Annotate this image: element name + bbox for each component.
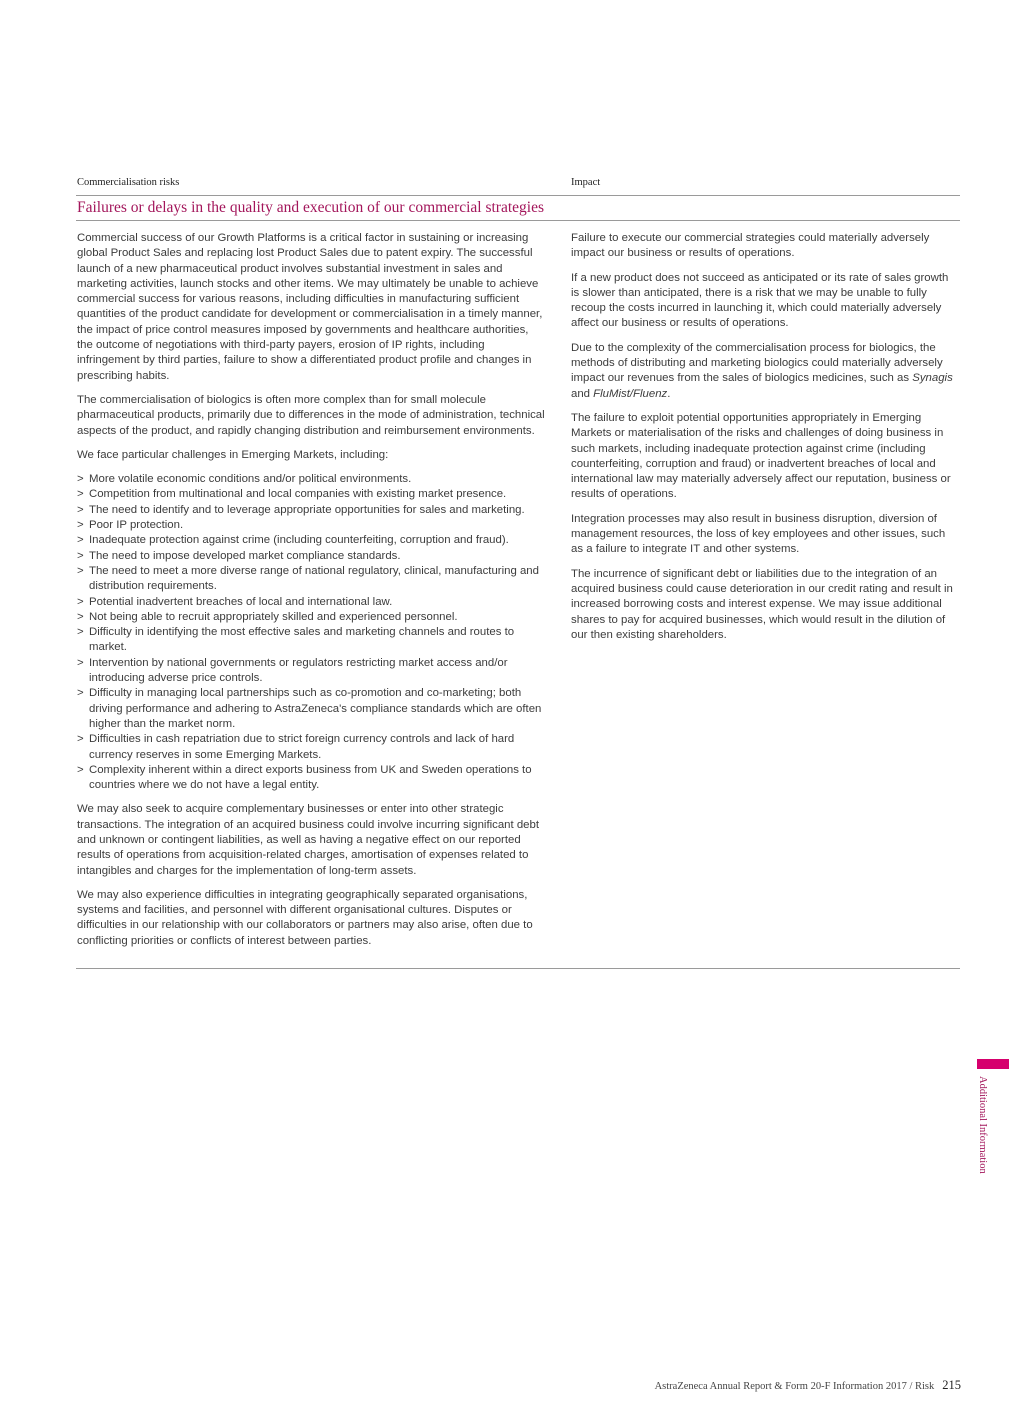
impact-text: . <box>667 387 671 400</box>
list-item: > Poor IP protection. <box>77 518 547 533</box>
header-rule <box>76 195 960 196</box>
impact-paragraph <box>571 341 957 402</box>
page-footer <box>655 1378 961 1393</box>
section-end-rule <box>76 968 960 969</box>
risk-paragraph: We may also seek to acquire complementary businesses or enter into other strategic transactions. The integration of an acquired business could involve incurring significant debt and unknown or contingent liabilities, as well as having a negative effect on our reported results of operations from acquisition-related charges, amortisation of expenses related to intangibles and charges for the implementation of long-term assets. <box>77 803 540 877</box>
brand-synagis: Synagis <box>912 372 953 385</box>
impact-text: and <box>571 387 594 400</box>
list-item: > Complexity inherent within a direct exports business from UK and Sweden operations to countries where we do not have a legal entity. <box>77 763 547 794</box>
impact-text: Due to the complexity of the commercialisation process for biologics, the methods of distributing and marketing biologics could materially adversely impact our revenues from the sales of biologics medicines, such as <box>571 341 943 385</box>
list-item: > Potential inadvertent breaches of local and international law. <box>77 595 547 610</box>
risk-title: Failures or delays in the quality and execution of our commercial strategies <box>77 199 545 216</box>
section-tab-marker <box>977 1059 1009 1069</box>
impact-column-header: Impact <box>571 177 601 188</box>
brand-flumist: FluMist/Fluenz <box>593 387 668 400</box>
risk-paragraph: We face particular challenges in Emerging Markets, including: <box>77 448 389 461</box>
risk-description-column <box>77 231 547 958</box>
list-item: > Intervention by national governments or regulators restricting market access and/or introducing adverse price controls. <box>77 656 547 687</box>
list-item: > More volatile economic conditions and/or political environments. <box>77 472 547 487</box>
risk-paragraph: We may also experience difficulties in integrating geographically separated organisations, systems and facilities, and personnel with different organisational cultures. Disputes or difficulties in our relationship with our collaborators or partners may also arise, often due to conflicting priorities or conflicts of interest between parties. <box>77 888 533 947</box>
impact-paragraph: The incurrence of significant debt or liabilities due to the integration of an acquired business could cause deterioration in our credit rating and result in increased borrowing costs and interest expense. We may issue additional shares to pay for acquired businesses, which would result in the dilution of our then existing shareholders. <box>571 567 953 641</box>
risk-paragraph: The commercialisation of biologics is often more complex than for small molecule pharmaceutical products, primarily due to differences in the mode of administration, technical aspects of the product, and rapidly changing distribution and reimbursement environments. <box>77 393 545 437</box>
page-number: 215 <box>942 1378 961 1392</box>
risk-paragraph: Commercial success of our Growth Platforms is a critical factor in sustaining or increasing global Product Sales and replacing lost Product Sales due to patent expiry. The successful launch of a new pharmaceutical product involves substantial investment in sales and marketing activities, launch stocks and other items. We may ultimately be unable to achieve commercial success for various reasons, including difficulties in manufacturing sufficient quantities of the product candidate for development or commercialisation in a timely manner, the impact of price control measures imposed by governments and healthcare authorities, the outcome of negotiations with third-party payers, erosion of IP rights, including infringement by third parties, failure to show a differentiated product profile and changes in prescribing habits. <box>77 232 543 382</box>
list-item: > The need to impose developed market compliance standards. <box>77 549 547 564</box>
list-item: > The need to identify and to leverage appropriate opportunities for sales and marketing. <box>77 503 547 518</box>
footer-text: AstraZeneca Annual Report & Form 20-F Information 2017 / Risk <box>654 1381 935 1392</box>
section-tab-label: Additional Information <box>977 1076 988 1174</box>
list-item: > Difficulty in identifying the most effective sales and marketing channels and routes to market. <box>77 625 547 656</box>
list-item: > Inadequate protection against crime (including counterfeiting, corruption and fraud). <box>77 533 547 548</box>
emerging-markets-challenges-list <box>77 472 547 793</box>
impact-paragraph: Integration processes may also result in business disruption, diversion of management resources, the loss of key employees and other issues, such as a failure to integrate IT and other systems. <box>571 512 946 556</box>
list-item: > The need to meet a more diverse range of national regulatory, clinical, manufacturing and distribution requirements. <box>77 564 547 595</box>
risk-column-header: Commercialisation risks <box>77 177 180 188</box>
list-item: > Difficulty in managing local partnerships such as co-promotion and co-marketing; both driving performance and adhering to AstraZeneca's compliance standards which are often higher than the market norm. <box>77 686 547 732</box>
title-rule <box>76 220 960 221</box>
list-item: > Competition from multinational and local companies with existing market presence. <box>77 487 547 502</box>
impact-paragraph: If a new product does not succeed as anticipated or its rate of sales growth is slower than anticipated, there is a risk that we may be unable to fully recoup the costs incurred in launching it, which could materially adversely affect our business or results of operations. <box>571 271 949 330</box>
impact-column <box>571 231 957 652</box>
impact-paragraph: Failure to execute our commercial strategies could materially adversely impact our business or results of operations. <box>571 232 930 260</box>
list-item: > Difficulties in cash repatriation due to strict foreign currency controls and lack of hard currency reserves in some Emerging Markets. <box>77 732 547 763</box>
impact-paragraph: The failure to exploit potential opportunities appropriately in Emerging Markets or materialisation of the risks and challenges of doing business in such markets, including inadequate protection against crime (including counterfeiting, corruption and fraud) or inadvertent breaches of local and international law may materially adversely affect our reputation, business or results of operations. <box>571 411 951 501</box>
list-item: > Not being able to recruit appropriately skilled and experienced personnel. <box>77 610 547 625</box>
